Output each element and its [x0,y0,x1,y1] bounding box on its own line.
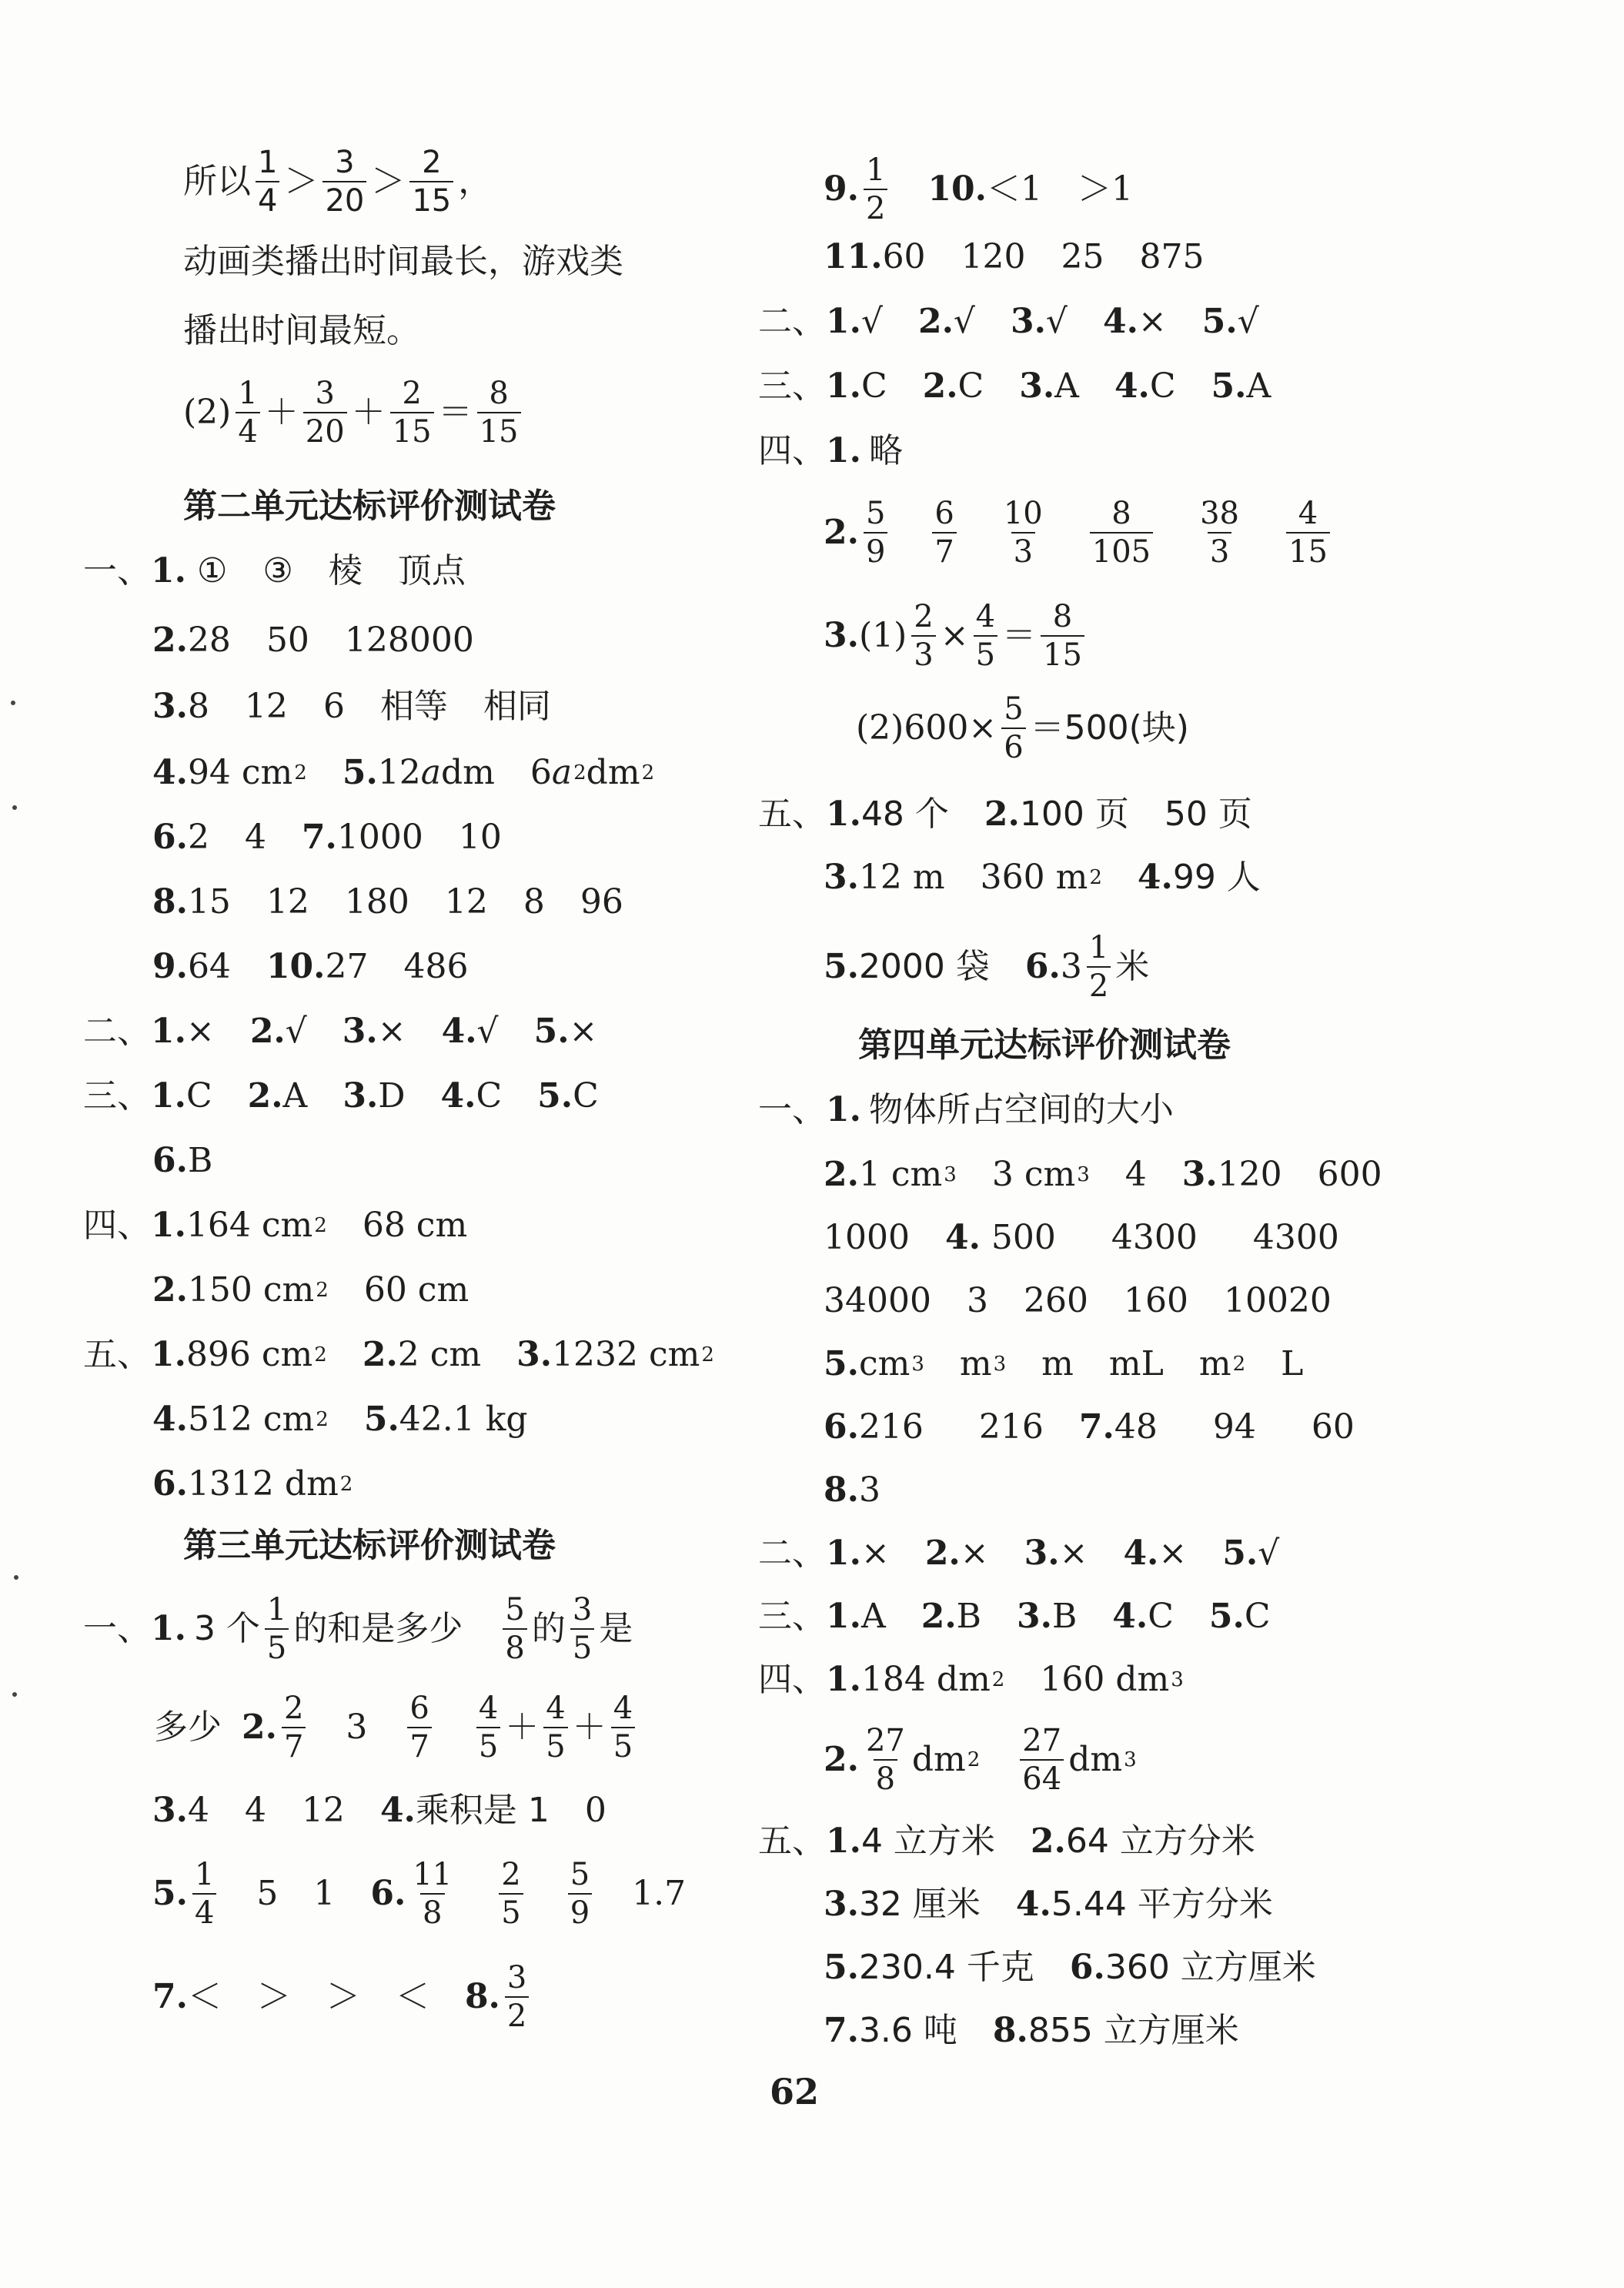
page-number: 62 [770,2071,820,2112]
fraction: $\frac{2}{15}$ [409,146,453,217]
answer-row: 5. $\frac{1}{4}$ 5 1 6. $\frac{11}{8}$ $\frac{2}{5}$ $\frac{5}{9}$ 1.7 [152,1857,687,1931]
answer-row: 6. 1312 dm 2 [152,1464,353,1504]
answer-row: 2. 1 cm 3 3 cm 3 4 3. 120 600 [824,1155,1382,1194]
answer-row: 9. 64 10. 27 486 [152,947,469,986]
answer-row: 8. 15 12 180 12 8 96 [152,882,623,922]
fraction: $\frac{1}{4}$ [256,146,279,217]
answer-row: 四、 1. 184 dm 2 160 dm 3 [758,1660,1184,1699]
answer-row: 3. 8 12 6 相等 相同 [152,687,551,726]
answer-row: 1000 4. 500 4300 4300 [824,1218,1339,1257]
answer-row: 3. 12 m 360 m 2 4. 99 人 [824,858,1261,897]
answer-line-sum: (2) $\frac{1}{4}$ ＋ $\frac{3}{20}$ ＋ $\frac{2}{15}$ ＝ $\frac{8}{15}$ [183,377,526,448]
answer-row-choice: 三、 1. A 2. B 3. B 4. C 5. C [758,1597,1271,1636]
answer-row: 2. $\frac{27}{8}$ dm 2 $\frac{27}{64}$ dm 3 [824,1723,1137,1797]
section-heading-unit-4: 第四单元达标评价测试卷 [858,1025,1231,1065]
answer-row-judgement: 二、 1. × 2. × 3. × 4. × 5. √ [758,1534,1280,1573]
answer-row: 6. 216 216 7. 48 94 60 [824,1407,1355,1447]
answer-row: 4. 512 cm 2 5. 42.1 kg [152,1400,528,1439]
answer-row: 5. 2000 袋 6. 3 $\frac{1}{2}$ 米 [824,930,1150,1004]
answer-row: 7. ＜ ＞ ＞ ＜ 8. $\frac{3}{2}$ [152,1962,533,2032]
answer-row: 3. 32 厘米 4. 5.44 平方分米 [824,1885,1273,1924]
answer-row-units: 5. cm 3 m 3 m mL m 2 L [824,1344,1304,1383]
answer-row: 2. 28 50 128000 [152,621,474,660]
answer-row: 34000 3 260 160 10020 [824,1281,1332,1320]
answer-row-judgement: 二、 1. × 2. √ 3. × 4. √ 5. × [83,1012,598,1051]
scan-mark [12,805,17,810]
answer-row: 一、 1. 3 个 $\frac{1}{5}$ 的和是多少 $\frac{5}{8}$ 的 $\frac{3}{5}$ 是 [83,1592,633,1666]
answer-row: 一、 1. 物体所占空间的大小 [758,1090,1174,1129]
answer-row: 五、 1. 48 个 2. 100 页 50 页 [758,794,1252,834]
answer-row: 3. (1) $\frac{2}{3}$ × $\frac{4}{5}$ ＝ $\frac{8}{15}$ [824,600,1089,671]
answer-row: 4. 94 cm 2 5. 12 a dm 6 a 2 dm 2 [152,753,655,792]
scan-mark [11,701,15,705]
answer-row-fractions: 2. $\frac{5}{9}$ $\frac{6}{7}$ $\frac{10}{3}$ $\frac{8}{105}$ $\frac{38}{3}$ $\frac{4}{15}$ [824,497,1335,568]
answer-row: 五、 1. 896 cm 2 2. 2 cm 3. 1232 cm 2 [83,1335,714,1374]
answer-text-line: 播出时间最短。 [183,311,420,350]
answer-line-compare: 所以 $\frac{1}{4}$ ＞ $\frac{3}{20}$ ＞ $\frac{2}{15}$ ， [183,145,493,219]
answer-row: 四、 1. 164 cm 2 68 cm [83,1206,468,1245]
answer-row-judgement: 二、 1. √ 2. √ 3. √ 4. × 5. √ [758,302,1259,341]
answer-row-choice: 三、 1. C 2. A 3. D 4. C 5. C [83,1076,599,1116]
section-heading-unit-2: 第二单元达标评价测试卷 [183,487,556,526]
answer-row: 8. 3 [824,1470,881,1510]
answer-row: 11. 60 120 25 875 [824,237,1205,276]
answer-row: 2. 150 cm 2 60 cm [152,1270,469,1310]
answer-row: (2)600× $\frac{5}{6}$ ＝500(块) [856,691,1189,765]
answer-row: 6. 2 4 7. 1000 10 [152,818,502,857]
answer-row: 多少 2. $\frac{2}{7}$ 3 $\frac{6}{7}$ $\frac{4}{5}$ ＋ $\frac{4}{5}$ ＋ $\frac{4}{5}$ [154,1692,640,1763]
answer-text-line: 动画类播出时间最长，游戏类 [183,242,623,281]
answer-row: 3. 4 4 12 4. 乘积是 1 0 [152,1791,606,1830]
answer-row: 9. $\frac{1}{2}$ 10. ＜1 ＞1 [824,152,1133,226]
mixed-number: 3 $\frac{1}{2}$ [1061,932,1115,1002]
answer-row: 5. 230.4 千克 6. 360 立方厘米 [824,1948,1316,1987]
answer-row: 6. B [152,1141,213,1180]
answer-row: 四、 1. 略 [758,431,903,470]
section-heading-unit-3: 第三单元达标评价测试卷 [183,1526,556,1565]
answer-row: 一、 1. ① ③ 棱 顶点 [83,551,466,590]
answer-row: 7. 3.6 吨 8. 855 立方厘米 [824,2011,1239,2050]
answer-row-choice: 三、 1. C 2. C 3. A 4. C 5. A [758,366,1271,406]
scan-mark [12,1692,17,1697]
fraction: $\frac{3}{20}$ [322,146,366,217]
answer-row: 五、 1. 4 立方米 2. 64 立方分米 [758,1821,1255,1861]
scan-mark [14,1575,18,1580]
